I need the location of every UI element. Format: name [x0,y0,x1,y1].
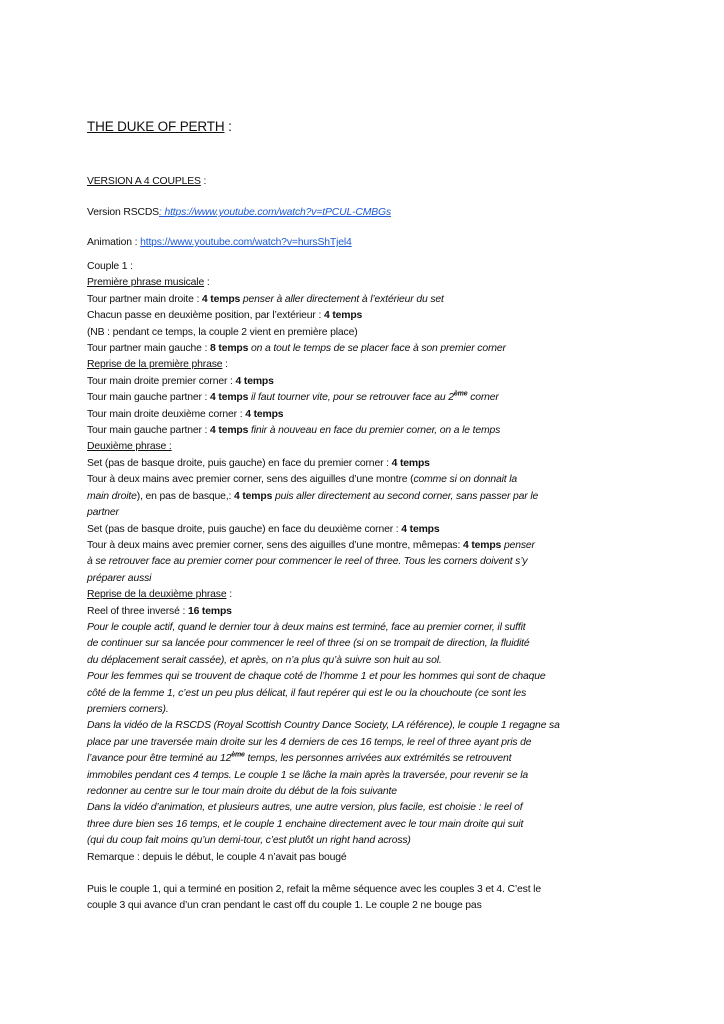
text-line: three dure bien ses 16 temps, et le couple 1 enchaine directement avec le tour main droite qui suit [87,818,524,830]
text-line: main droite), en pas de basque,: 4 temps puis aller directement au second corner, sans passer par le [87,490,539,502]
text-line: Tour partner main gauche : 8 temps on a tout le temps de se placer face à son premier corner [87,343,506,355]
text-line: côté de la femme 1, c’est un peu plus délicat, il faut repérer qui est le ou la chouchoute (ce sont les [87,687,527,699]
text-line: à se retrouver face au premier corner pour commencer le reel of three. Tous les corners doivent s’y [87,556,528,568]
text-line: Tour main gauche partner : 4 temps il faut tourner vite, pour se retrouver face au 2ème corner [87,390,499,404]
text-line: l’avance pour être terminé au 12ème temps, les personnes arrivées aux extrémités se retrouvent [87,751,512,765]
page-title: THE DUKE OF PERTH : [87,119,232,134]
section-first-phrase: Première phrase musicale : [87,277,210,289]
animation-line: Animation : https://www.youtube.com/watch?v=hursShTjel4 [87,237,352,248]
text-line: Set (pas de basque droite, puis gauche) en face du premier corner : 4 temps [87,457,430,469]
text-line: du déplacement serait cassée), et après, on n’a plus qu’à suivre son huit au sol. [87,654,442,666]
paragraph-spacer [87,866,647,882]
text-line: Pour le couple actif, quand le dernier tour à deux mains est terminé, face au premier corner, il suffit [87,621,526,633]
text-line: Pour les femmes qui se trouvent de chaque coté de l’homme 1 et pour les hommes qui sont de chaque [87,671,546,683]
version-heading: VERSION A 4 COUPLES : [87,176,207,187]
text-line: immobiles pendant ces 4 temps. Le couple 1 se lâche la main après la traversée, pour revenir se la [87,769,528,781]
text-line: Set (pas de basque droite, puis gauche) en face du deuxième corner : 4 temps [87,523,440,535]
section-second-phrase: Deuxième phrase : [87,441,172,453]
text-line: place par une traversée main droite sur les 4 derniers de ces 16 temps, le reel of three ayant pris de [87,736,532,748]
text-line: Tour main droite deuxième corner : 4 temps [87,408,284,420]
couple-1-heading: Couple 1 : [87,261,133,272]
text-line: Dans la vidéo d’animation, et plusieurs autres, une autre version, plus facile, est choisie : le reel of [87,802,523,814]
text-line: (qui du coup fait moins qu’un demi-tour, c’est plutôt un right hand across) [87,835,411,847]
text-line: Tour à deux mains avec premier corner, sens des aiguilles d’une montre, mêmepas: 4 temps penser [87,539,535,551]
animation-video-link[interactable]: https://www.youtube.com/watch?v=hursShTjel4 [140,237,352,248]
text-line: partner [87,507,119,519]
choreography-text [87,259,647,915]
text-line: Reel of three inversé : 16 temps [87,605,232,617]
text-line: (NB : pendant ce temps, la couple 2 vient en première place) [87,326,358,338]
text-line: couple 3 qui avance d’un cran pendant le cast off du couple 1. Le couple 2 ne bouge pas [87,900,482,912]
rscds-video-link[interactable]: : https://www.youtube.com/watch?v=tPCUL-CMBGs [158,207,392,218]
text-line: préparer aussi [87,572,152,584]
rscds-line: Version RSCDS: https://www.youtube.com/watch?v=tPCUL-CMBGs [87,207,392,218]
section-first-phrase-reprise: Reprise de la première phrase : [87,359,228,371]
text-line: premiers corners). [87,703,169,715]
text-line: Chacun passe en deuxième position, par l’extérieur : 4 temps [87,310,363,322]
text-line: de continuer sur sa lancée pour commencer le reel of three (si on se trompait de direction, la fluidité [87,638,530,650]
text-line: Tour main droite premier corner : 4 temps [87,375,274,387]
remark-line: Remarque : depuis le début, le couple 4 n’avait pas bougé [87,851,347,863]
text-line: Tour à deux mains avec premier corner, sens des aiguilles d’une montre (comme si on donnait la [87,474,518,486]
text-line: Tour partner main droite : 4 temps penser à aller directement à l’extérieur du set [87,293,444,305]
text-line: Puis le couple 1, qui a terminé en position 2, refait la même séquence avec les couples 3 et 4. C’est le [87,884,541,896]
text-line: Dans la vidéo de la RSCDS (Royal Scottish Country Dance Society, LA référence), le couple 1 regagne sa [87,720,560,732]
text-line: Tour main gauche partner : 4 temps finir à nouveau en face du premier corner, on a le temps [87,425,501,437]
section-second-phrase-reprise: Reprise de la deuxième phrase : [87,589,232,601]
text-line: redonner au centre sur le tour main droite du début de la fois suivante [87,786,397,797]
